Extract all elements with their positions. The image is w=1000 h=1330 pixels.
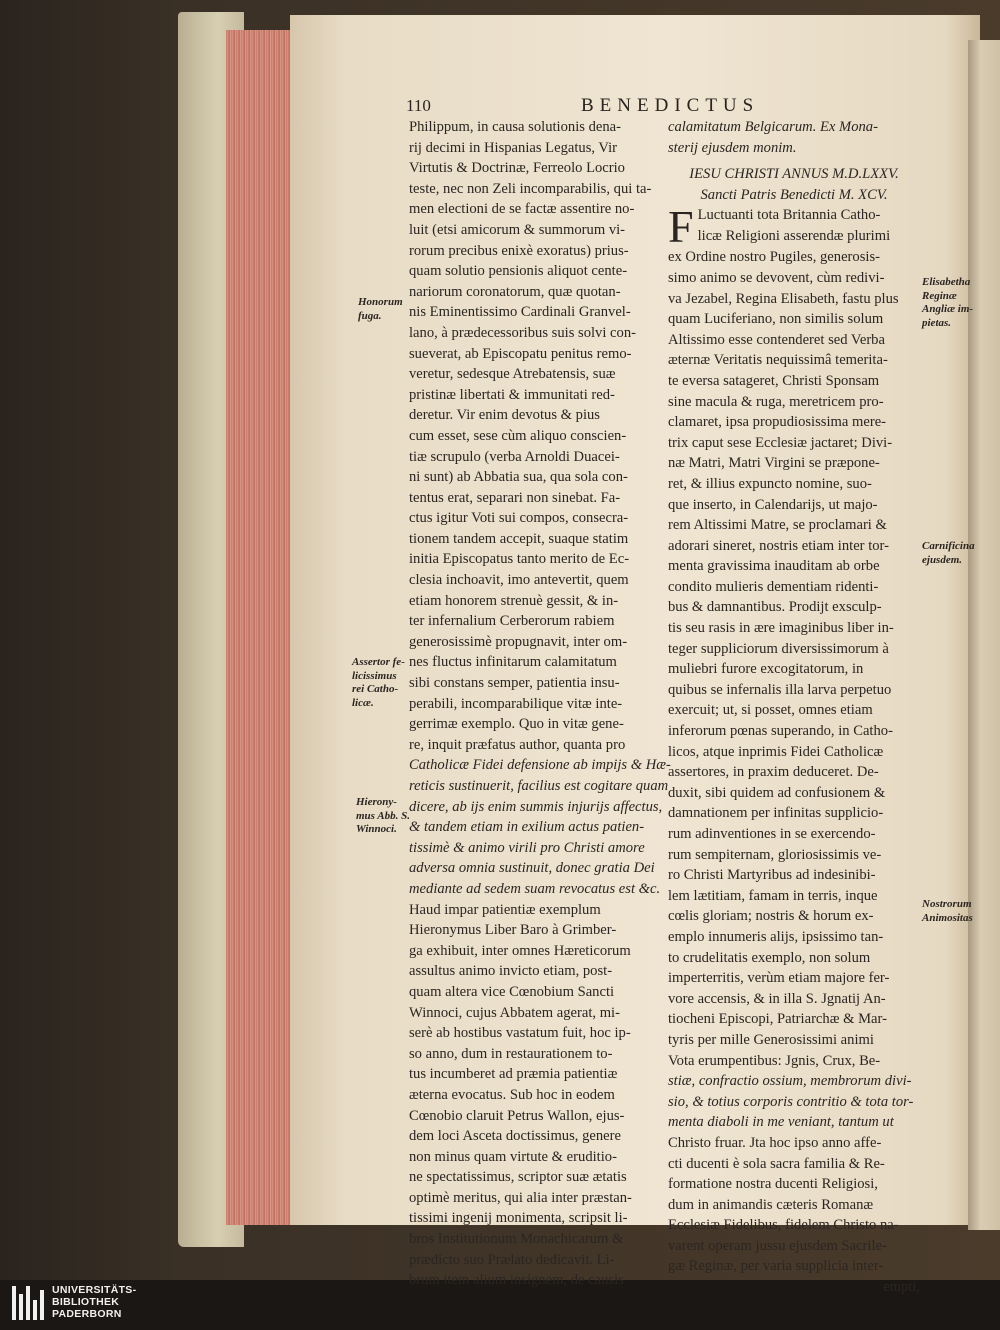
text-line: assultus animo invicto etiam, post-: [409, 963, 613, 980]
text-line: condito mulieris dementiam ridenti-: [668, 578, 879, 595]
text-line: calamitatum Belgicarum. Ex Mona-: [668, 119, 878, 135]
text-line: ret, & illius expuncto nomine, suo-: [668, 475, 872, 492]
text-line: tis seu rasis in ære imaginibus liber in-: [668, 620, 894, 637]
text-line: Ecclesiæ Fidelibus, fidelem Christo na-: [668, 1217, 899, 1234]
right-text-column: [668, 117, 920, 1298]
marginal-note-right: [922, 540, 975, 567]
text-line: gæ Reginæ, per varia supplicia inter-: [668, 1258, 884, 1275]
text-line: muliebri furore excogitatorum, in: [668, 661, 864, 678]
text-line: gerrimæ exemplo. Quo in vitæ gene-: [409, 716, 624, 733]
marginal-note-right: [922, 276, 973, 330]
text-line: dum in animandis cæteris Romanæ: [668, 1196, 874, 1213]
text-line: æterna evocatus. Sub hoc in eodem: [409, 1086, 615, 1103]
marginal-line: Carnificina: [922, 540, 975, 552]
library-logo-text: [52, 1284, 136, 1320]
text-line: brum item alium insignem, de causis: [409, 1272, 624, 1289]
text-line: varent operam jussu ejusdem Sacrile-: [668, 1237, 887, 1254]
text-line: tiocheni Episcopi, Patriarchæ & Mar-: [668, 1011, 887, 1028]
text-line: rem Altissimi Matre, se proclamari &: [668, 517, 887, 534]
marginal-line: Nostrorum: [922, 898, 972, 910]
marginal-line: ejusdem.: [922, 553, 963, 566]
text-line: Haud impar patientiæ exemplum: [409, 901, 601, 918]
text-line: Luctuanti tota Britannia Catho-: [697, 207, 881, 224]
text-line: Vota erumpentibus: Jgnis, Crux, Be-: [668, 1052, 881, 1069]
text-line: tissimi ingenij monimenta, scripsit li-: [409, 1210, 628, 1227]
text-line: menta gravissima inauditam ab orbe: [668, 558, 880, 575]
text-line: nes fluctus infinitarum calamitatum: [409, 654, 617, 671]
text-line: Catholicæ Fidei defensione ab impijs & Hæ-: [409, 757, 671, 774]
text-line: optimè meritus, qui alia inter præstan-: [409, 1189, 632, 1206]
text-line: adorari sineret, nostris etiam inter tor-: [668, 537, 889, 554]
text-line: næ Matri, Matri Virgini se præpone-: [668, 455, 880, 472]
text-line: quam altera vice Cœnobium Sancti: [409, 983, 615, 1000]
text-line: nis Eminentissimo Cardinali Granvel-: [409, 304, 631, 321]
text-line: Christo fruar. Jta hoc ipso anno affe-: [668, 1134, 882, 1151]
text-line: sibi constans semper, patientia insu-: [409, 675, 620, 692]
text-line: damnationem per infinitas supplicio-: [668, 805, 884, 822]
text-line: veretur, sedesque Atrebatensis, suæ: [409, 366, 616, 383]
text-line: quam Luciferiano, non similis solum: [668, 311, 884, 328]
marginal-line: pietas.: [922, 316, 952, 329]
text-line: reticis sustinuerit, facilius est cogitare quam: [409, 778, 669, 794]
text-line: menta diaboli in me veniant, tantum ut: [668, 1114, 894, 1131]
facing-page-edge: [968, 40, 1000, 1230]
text-line: bus & damnantibus. Prodijt exsculp-: [668, 599, 882, 616]
text-line: cti ducenti è sola sacra familia & Re-: [668, 1155, 885, 1172]
text-line: cœlis gloriam; nostris & horum ex-: [668, 908, 874, 925]
marginal-line: mus Abb. S.: [356, 809, 411, 822]
text-line: Virtutis & Doctrinæ, Ferreolo Locrio: [409, 160, 625, 177]
text-line: quam solutio pensionis aliquot cente-: [409, 263, 628, 280]
text-line: luit (etsi amicorum & summorum vi-: [409, 221, 626, 238]
text-line: teste, nec non Zeli incomparabilis, qui ta-: [409, 180, 652, 197]
text-line: va Jezabel, Regina Elisabeth, fastu plus: [668, 290, 899, 307]
text-line: mediante ad sedem suam revocatus est &c.: [409, 880, 661, 897]
text-line: lem lætitiam, famam in terris, inque: [668, 887, 878, 904]
text-line: Winnoci, cujus Abbatem agerat, mi-: [409, 1004, 620, 1021]
drop-cap-block: [668, 201, 920, 253]
left-text-column: [409, 117, 671, 1291]
text-line: dem loci Asceta doctissimus, genere: [409, 1128, 621, 1145]
year-subheading: Sancti Patris Benedicti M. XCV.: [700, 186, 888, 203]
text-line: etiam honorem strenuè gessit, & in-: [409, 592, 619, 609]
text-line: prædicto suo Prælato dedicavit. Li-: [409, 1251, 615, 1268]
text-line: sine macula & ruga, meretricem pro-: [668, 393, 884, 410]
text-line: stiæ, confractio ossium, membrorum divi-: [668, 1073, 912, 1090]
drop-cap: F: [668, 201, 694, 253]
right-column-lines: [668, 247, 920, 1277]
text-line: trix caput sese Ecclesiæ jactaret; Divi-: [668, 434, 893, 451]
text-line: initia Episcopatus tanto merito de Ec-: [409, 551, 630, 568]
text-line: & tandem etiam in exilium actus patien-: [409, 819, 645, 836]
marginal-line: Reginæ: [922, 289, 957, 302]
text-line: so anno, dum in restaurationem to-: [409, 1045, 613, 1062]
text-line: ni sunt) ab Abbatia sua, qua sola con-: [409, 469, 628, 486]
text-line: imperterritis, verùm etiam majore fer-: [668, 970, 890, 987]
text-line: emplo innumeris alijs, ipsissimo tan-: [668, 928, 884, 945]
text-line: licos, atque inprimis Fidei Catholicæ: [668, 743, 884, 760]
text-line: Hieronymus Liber Baro à Grimber-: [409, 922, 617, 939]
text-line: deretur. Vir enim devotus & pius: [409, 407, 600, 424]
text-line: serè ab hostibus vastatum fuit, hoc ip-: [409, 1025, 631, 1042]
text-line: rum adinventiones in se exercendo-: [668, 826, 876, 842]
library-logo: [12, 1284, 212, 1324]
text-line: tiæ scrupulo (verba Arnoldi Duacei-: [409, 448, 620, 465]
text-line: sterij ejusdem monim.: [668, 139, 797, 156]
marginal-note-left: [356, 796, 410, 837]
library-logo-icon: [12, 1286, 46, 1320]
marginal-note-left: [358, 296, 403, 323]
text-line: pristinæ libertati & immunitati red-: [409, 386, 615, 403]
text-line: teger suppliciorum diversissimorum à: [668, 640, 889, 657]
text-line: nariorum coronatorum, quæ quotan-: [409, 283, 621, 300]
text-line: to crudelitatis exemplo, non solum: [668, 949, 871, 966]
text-line: simo animo se devovent, cùm redivi-: [668, 269, 885, 286]
text-line: tissimè & animo virili pro Christi amore: [409, 839, 645, 856]
text-line: perabili, incomparabilique vitæ inte-: [409, 695, 623, 712]
text-line: licæ Religioni asserendæ plurimi: [697, 227, 891, 244]
text-line: generosissimè propugnavit, inter om-: [409, 633, 628, 650]
text-line: æternæ Veritatis nequissimâ temerita-: [668, 352, 888, 369]
text-line: men electioni de se factæ assentire no-: [409, 201, 635, 218]
text-line: re, inquit præfatus author, quanta pro: [409, 736, 626, 753]
marginal-line: Hierony-: [356, 796, 397, 808]
text-line: duxit, sibi quidem ad confusionem &: [668, 784, 886, 801]
marginal-line: Assertor fe-: [352, 656, 405, 668]
text-line: rorum precibus enixè exoratus) prius-: [409, 242, 629, 259]
text-line: ter infernalium Cerberorum rabiem: [409, 613, 615, 630]
marginal-line: rei Catho-: [352, 683, 399, 695]
marginal-line: Angliæ im-: [922, 303, 974, 315]
text-line: quibus se infernalis illa larva perpetuo: [668, 681, 892, 698]
text-line: que inserto, in Calendarijs, ut majo-: [668, 496, 878, 513]
marginal-line: Elisabetha: [922, 276, 971, 288]
text-line: ctus igitur Voti sui compos, consecra-: [409, 510, 629, 527]
text-line: clesia inchoavit, imo antevertit, quem: [409, 572, 629, 589]
text-line: te eversa satageret, Christi Sponsam: [668, 372, 880, 389]
logo-line: UNIVERSITÄTS-: [52, 1284, 137, 1296]
text-line: sueverat, ab Episcopatu penitus remo-: [409, 345, 632, 362]
text-line: sio, & totius corporis contritio & tota tor-: [668, 1093, 914, 1110]
catchword: empti,: [883, 1279, 920, 1296]
text-line: Cœnobio claruit Petrus Wallon, ejus-: [409, 1107, 625, 1124]
marginal-line: fuga.: [358, 309, 382, 322]
running-head: BENEDICTUS: [581, 95, 760, 116]
text-line: rij decimi in Hispanias Legatus, Vir: [409, 139, 617, 156]
text-line: tus incumberet ad præmia patientiæ: [409, 1066, 618, 1083]
text-line: ro Christi Martyribus ad indesinibi-: [668, 867, 876, 884]
marginal-line: Animositas: [922, 911, 973, 924]
text-line: lano, à prædecessoribus suis solvi con-: [409, 324, 636, 341]
marginal-note-left: [352, 656, 405, 710]
logo-line: BIBLIOTHEK: [52, 1296, 120, 1308]
year-heading: IESU CHRISTI ANNUS M.D.LXXV.: [689, 166, 899, 183]
text-line: Altissimo esse contenderet sed Verba: [668, 331, 885, 348]
text-line: ne spectatissimus, scriptor suæ ætatis: [409, 1169, 627, 1186]
text-line: tionem tandem accepit, suaque statim: [409, 530, 629, 547]
logo-line: PADERBORN: [52, 1308, 122, 1320]
text-line: ex Ordine nostro Pugiles, generosis-: [668, 249, 880, 266]
text-line: rum sempiternam, gloriosissimis ve-: [668, 846, 882, 863]
text-line: clamaret, ipsa propudiosissima mere-: [668, 414, 887, 431]
text-line: inferorum pœnas superando, in Catho-: [668, 723, 893, 740]
text-line: adversa omnia sustinuit, donec gratia Dei: [409, 860, 655, 877]
marginal-line: Winnoci.: [356, 823, 397, 835]
text-line: Philippum, in causa solutionis dena-: [409, 119, 621, 135]
text-line: cum esset, sese cùm aliquo conscien-: [409, 427, 627, 444]
text-line: formatione nostra ducenti Religiosi,: [668, 1176, 878, 1193]
marginal-line: licæ.: [352, 696, 374, 709]
marginal-note-right: [922, 898, 973, 925]
page-edges: [226, 30, 296, 1225]
text-line: bros Institutionum Monachicarum &: [409, 1231, 624, 1248]
marginal-line: licissimus: [352, 669, 397, 682]
text-line: ga exhibuit, inter omnes Hæreticorum: [409, 942, 631, 959]
text-line: dicere, ab ijs enim summis injurijs affectus,: [409, 798, 663, 815]
text-line: exercuit; ut, si posset, omnes etiam: [668, 702, 873, 719]
text-line: tentus erat, separari non sinebat. Fa-: [409, 489, 621, 506]
text-line: assertores, in praxim deduceret. De-: [668, 764, 879, 781]
text-line: non minus quam virtute & eruditio-: [409, 1148, 617, 1165]
text-line: tyris per mille Generosissimi animi: [668, 1031, 874, 1048]
page-number: 110: [406, 96, 431, 115]
marginal-line: Honorum: [358, 296, 403, 308]
text-line: vore accensis, & in illa S. Jgnatij An-: [668, 990, 886, 1007]
